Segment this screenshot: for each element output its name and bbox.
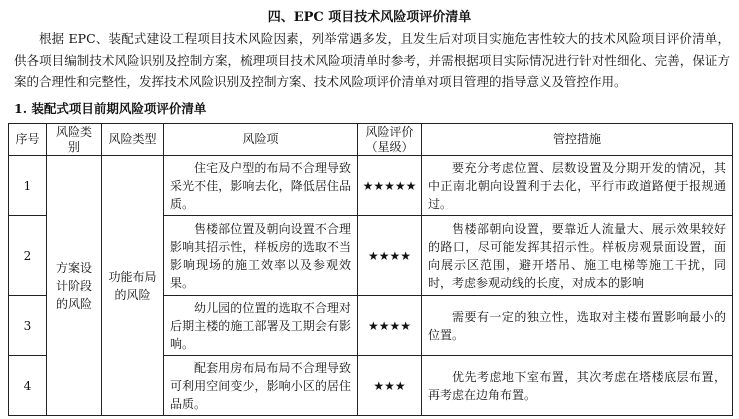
table-header-row [9,124,733,156]
risk-evaluation-table [8,123,733,416]
risk-item: 配套用房布局布局不合理导致可利用空间变少，影响小区的居住品质。 [164,356,358,416]
row-no: 2 [9,216,47,296]
risk-category-cell: 方案设计阶段的风险 [47,156,102,416]
risk-rating: ★★★★ [358,216,422,296]
row-no: 4 [9,356,47,416]
risk-item: 售楼部位置及朝向设置不合理影响其招示性，样板房的选取不当影响现场的施工效率以及参观效果。 [164,216,358,296]
intro-paragraph: 根据 EPC、装配式建设工程项目技术风险因素，列举常遇多发，且发生后对项目实施危害性较大的技术风险项目评价清单，供各项目编制技术风险识别及控制方案，梳理项目技术风险项清单时参考，并需根据项目实际情况进行针对性细化、完善，保证方案的合理性和完整性，发挥技术风险识别及控制方案、技术风险项评价清单对项目管理的指导意义及管控作用。 [14,31,730,89]
header-measures: 管控措施 [422,124,733,156]
risk-rating: ★★★ [358,356,422,416]
control-measure: 需要有一定的独立性，选取对主楼布置影响最小的位置。 [422,296,733,356]
header-no: 序号 [9,124,47,156]
control-measure: 要充分考虑位置、层数设置及分期开发的情况，其中正南北朝向设置利于去化，平行市政道路便于报规通过。 [422,156,733,216]
header-item: 风险项 [164,124,358,156]
risk-type-cell: 功能布局的风险 [102,156,164,416]
header-rating: 风险评价（星级） [358,124,422,156]
header-category: 风险类别 [47,124,102,156]
control-measure: 售楼部朝向设置，要靠近人流量大、展示效果较好的路口，尽可能发挥其招示性。样板房观景面设置，面向展示区范围，避开塔吊、施工电梯等施工干扰，同时，考虑参观动线的长度，对成本的影响 [422,216,733,296]
risk-rating: ★★★★ [358,296,422,356]
control-measure: 优先考虑地下室布置，其次考虑在塔楼底层布置，再考虑在边角布置。 [422,356,733,416]
table-row [9,156,733,216]
row-no: 3 [9,296,47,356]
section-title: 四、EPC 项目技术风险项评价清单 [267,10,472,25]
risk-item: 幼儿园的位置的选取不合理对后期主楼的施工部署及工期会有影响。 [164,296,358,356]
table-subtitle: 1. 装配式项目前期风险项评价清单 [14,101,207,116]
risk-item: 住宅及户型的布局不合理导致采光不佳，影响去化，降低居住品质。 [164,156,358,216]
row-no: 1 [9,156,47,216]
header-type: 风险类型 [102,124,164,156]
risk-rating: ★★★★★ [358,156,422,216]
